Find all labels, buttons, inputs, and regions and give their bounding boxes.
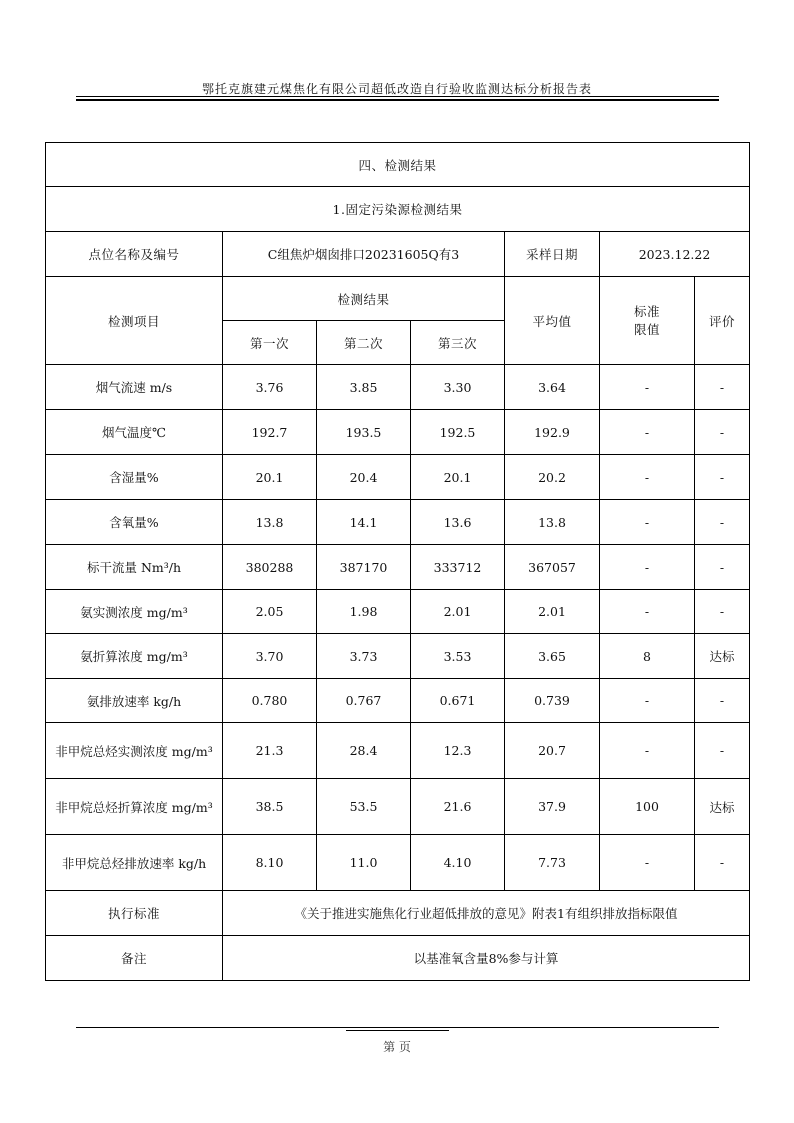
standard-label: 执行标准 [46,891,223,936]
cell-item: 氨排放速率 kg/h [46,679,223,723]
cell-evaluation: - [695,410,750,455]
cell-third: 12.3 [411,723,505,779]
cell-limit: - [600,365,695,410]
cell-first: 8.10 [223,835,317,891]
cell-item: 烟气流速 m/s [46,365,223,410]
cell-limit: 8 [600,634,695,679]
cell-third: 21.6 [411,779,505,835]
cell-third: 333712 [411,545,505,590]
col-evaluation-header: 评价 [695,277,750,365]
cell-average: 13.8 [505,500,600,545]
cell-limit: - [600,545,695,590]
cell-evaluation: - [695,455,750,500]
section-title: 四、检测结果 [46,143,750,187]
cell-evaluation: - [695,679,750,723]
table-row [46,455,750,500]
cell-second: 387170 [317,545,411,590]
cell-evaluation: - [695,723,750,779]
table-row [46,545,750,590]
cell-first: 0.780 [223,679,317,723]
cell-average: 20.7 [505,723,600,779]
cell-second: 20.4 [317,455,411,500]
cell-item: 氨实测浓度 mg/m³ [46,590,223,634]
cell-second: 14.1 [317,500,411,545]
cell-evaluation: - [695,590,750,634]
cell-second: 1.98 [317,590,411,634]
section-subtitle: 1.固定污染源检测结果 [46,187,750,232]
header-rule [76,96,719,97]
cell-third: 20.1 [411,455,505,500]
cell-second: 0.767 [317,679,411,723]
remarks-label: 备注 [46,936,223,981]
page-number: 第 页 [383,1040,411,1054]
cell-first: 3.70 [223,634,317,679]
cell-average: 0.739 [505,679,600,723]
cell-first: 3.76 [223,365,317,410]
cell-item: 非甲烷总烃实测浓度 mg/m³ [46,723,223,779]
cell-third: 13.6 [411,500,505,545]
point-label: 点位名称及编号 [46,232,223,277]
cell-evaluation: 达标 [695,779,750,835]
cell-limit: - [600,590,695,634]
table-row [46,410,750,455]
cell-average: 2.01 [505,590,600,634]
table-row [46,634,750,679]
cell-item: 非甲烷总烃排放速率 kg/h [46,835,223,891]
col-item-header: 检测项目 [46,277,223,365]
cell-average: 7.73 [505,835,600,891]
cell-third: 2.01 [411,590,505,634]
cell-second: 28.4 [317,723,411,779]
cell-limit: - [600,679,695,723]
cell-evaluation: - [695,835,750,891]
cell-third: 3.53 [411,634,505,679]
cell-second: 11.0 [317,835,411,891]
cell-item: 氨折算浓度 mg/m³ [46,634,223,679]
cell-second: 3.73 [317,634,411,679]
cell-second: 53.5 [317,779,411,835]
cell-first: 20.1 [223,455,317,500]
header-rule-thick [76,99,719,101]
table-row [46,679,750,723]
col-second-header: 第二次 [317,321,411,365]
point-value: C组焦炉烟囱排口20231605Q有3 [223,232,505,277]
cell-average: 3.64 [505,365,600,410]
report-header-title: 鄂托克旗建元煤焦化有限公司超低改造自行验收监测达标分析报告表 [201,82,592,96]
footer-short-rule [346,1030,449,1031]
col-results-header: 检测结果 [223,277,505,321]
date-label: 采样日期 [505,232,600,277]
standard-value: 《关于推进实施焦化行业超低排放的意见》附表1有组织排放指标限值 [223,891,750,936]
cell-third: 3.30 [411,365,505,410]
cell-limit: - [600,410,695,455]
cell-limit: - [600,455,695,500]
cell-evaluation: - [695,500,750,545]
cell-item: 烟气温度℃ [46,410,223,455]
remarks-value: 以基准氧含量8%参与计算 [223,936,750,981]
cell-item: 含氧量% [46,500,223,545]
cell-third: 192.5 [411,410,505,455]
cell-first: 380288 [223,545,317,590]
date-value: 2023.12.22 [600,232,750,277]
results-table [45,142,750,981]
col-limit-header: 标准 限值 [600,277,695,365]
cell-first: 21.3 [223,723,317,779]
table-row [46,835,750,891]
cell-limit: - [600,500,695,545]
cell-average: 37.9 [505,779,600,835]
col-average-header: 平均值 [505,277,600,365]
cell-evaluation: - [695,545,750,590]
cell-item: 标干流量 Nm³/h [46,545,223,590]
col-third-header: 第三次 [411,321,505,365]
cell-item: 含湿量% [46,455,223,500]
cell-average: 20.2 [505,455,600,500]
table-row [46,723,750,779]
col-first-header: 第一次 [223,321,317,365]
cell-second: 193.5 [317,410,411,455]
table-row [46,779,750,835]
cell-first: 13.8 [223,500,317,545]
cell-first: 192.7 [223,410,317,455]
table-row [46,500,750,545]
cell-third: 0.671 [411,679,505,723]
cell-third: 4.10 [411,835,505,891]
cell-limit: - [600,723,695,779]
cell-limit: 100 [600,779,695,835]
cell-first: 2.05 [223,590,317,634]
cell-second: 3.85 [317,365,411,410]
cell-evaluation: - [695,365,750,410]
table-row [46,365,750,410]
cell-average: 367057 [505,545,600,590]
footer-rule [76,1027,719,1028]
cell-item: 非甲烷总烃折算浓度 mg/m³ [46,779,223,835]
cell-average: 3.65 [505,634,600,679]
table-row [46,590,750,634]
cell-evaluation: 达标 [695,634,750,679]
cell-first: 38.5 [223,779,317,835]
cell-limit: - [600,835,695,891]
cell-average: 192.9 [505,410,600,455]
